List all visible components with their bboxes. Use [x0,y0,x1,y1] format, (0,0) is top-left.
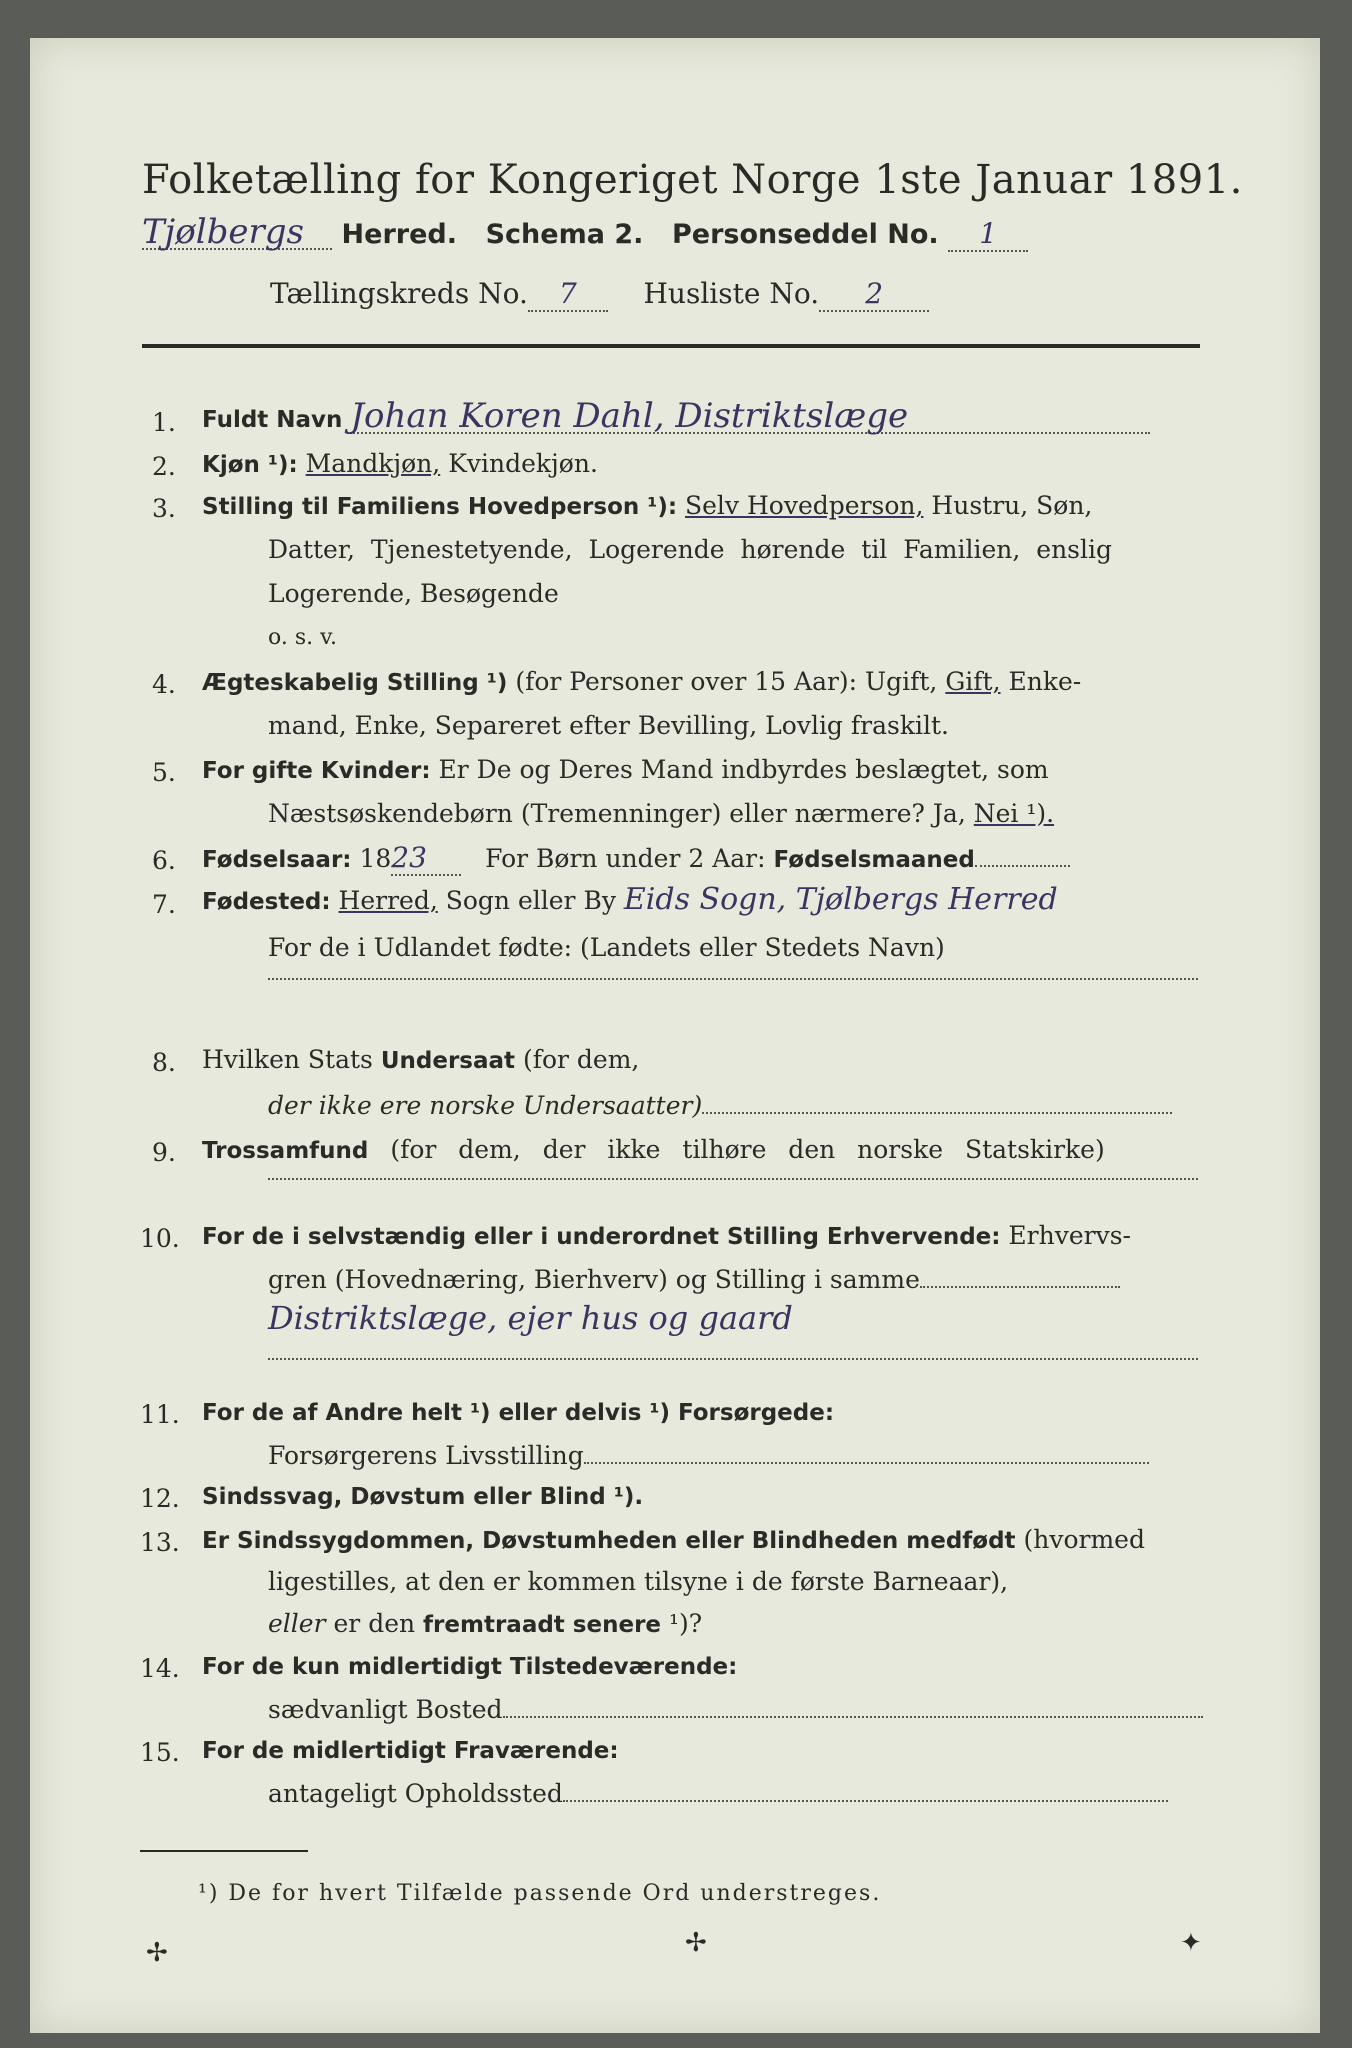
selected-option: Gift, [945,667,1001,696]
kreds-line [270,278,929,312]
question-label: For de af Andre helt ¹) eller delvis ¹) [202,1400,670,1426]
option-text: mand, Enke, Separeret efter Bevilling, Lovlig fraskilt. [268,711,949,740]
question-label: Undersaat [380,1048,516,1074]
blank-field [975,865,1070,867]
item-number: 13. [140,1528,180,1557]
option-text: Hustru, Søn, [931,491,1093,520]
item-14-line2 [268,1694,1203,1726]
question-label: Fødselsaar: [202,847,352,873]
item-number: 5. [152,758,176,787]
question-label: Trossamfund [202,1138,369,1164]
item-1 [202,396,1150,436]
answer-full-name: Johan Koren Dahl, Distriktslæge [350,400,1150,434]
year-prefix: 18 [359,844,392,873]
item-number: 3. [152,494,176,523]
item-5 [202,754,1049,787]
option-text: Erhvervs- [1008,1221,1131,1250]
schema-label: Schema 2. [485,219,644,250]
selected-option: Mandkjøn, [305,449,441,478]
option-text: er den [333,1609,416,1638]
item-5-line2 [268,798,1054,830]
item-number: 15. [140,1738,180,1767]
blank-field [268,1358,1198,1360]
form-title: Folketælling for Kongeriget Norge 1ste Januar 1891. [142,157,1243,203]
item-10-line2 [268,1264,1120,1296]
herred-line [142,212,1028,252]
item-8-line2 [268,1090,1172,1122]
item-11-line2 [268,1440,1149,1472]
item-3 [202,490,1092,523]
question-label: Fuldt Navn [202,407,343,433]
option-text: eller [268,1609,326,1638]
question-label: Fødselsmaaned [773,847,975,873]
item-number: 12. [140,1484,180,1513]
footnote: ¹) De for hvert Tilfælde passende Ord understreges. [198,1881,882,1906]
question-label: Er Sindssygdommen, Døvstumheden eller Blindheden [202,1528,899,1554]
blank-field [584,1462,1149,1464]
item-13 [202,1524,1145,1557]
option-text: For de i Udlandet fødte: (Landets eller Stedets Navn) [268,933,945,962]
question-label: For de midlertidigt Fraværende: [202,1738,619,1764]
option-text: Kvindekjøn. [448,449,598,478]
blank-field [563,1800,1168,1802]
option-text: o. s. v. [268,625,337,650]
question-label: Stilling til Familiens Hovedperson ¹): [202,494,678,520]
question-label: Erhvervende: [826,1224,1001,1250]
item-15 [202,1734,619,1767]
answer-birthplace: Eids Sogn, Tjølbergs Herred [623,882,1058,917]
option-text: antageligt Opholdssted [268,1779,563,1808]
option-text: (hvormed [1023,1525,1145,1554]
question-label: medfødt [906,1528,1016,1554]
item-11 [202,1396,834,1429]
husliste-label: Husliste No. [643,277,820,310]
option-text: (for dem, [522,1045,640,1074]
question-label: fremtraadt senere [423,1612,662,1638]
option-text: For Børn under 2 Aar: [485,844,766,873]
question-label: For de i selvstændig eller i underordnet Stilling [202,1224,819,1250]
item-number: 1. [152,408,176,437]
option-text: ¹)? [668,1609,703,1638]
husliste-no: 2 [819,278,929,312]
blank-field [268,978,1198,980]
item-10 [202,1220,1131,1253]
blank-field [503,1716,1203,1718]
option-text: Er De og Deres Mand indbyrdes beslægtet, som [438,755,1049,784]
item-number: 10. [140,1224,180,1253]
herred-label: Herred. [341,219,457,250]
item-2 [202,448,598,481]
ornament-icon: ✢ [146,1938,168,1968]
question-label: Fødested: [202,889,331,915]
option-text: sædvanligt Bosted [268,1695,503,1724]
option-text: der ikke ere norske Undersaatter) [268,1091,703,1120]
item-number: 6. [152,846,176,875]
kreds-label: Tællingskreds No. [270,277,528,310]
kreds-no: 7 [528,278,608,312]
blank-field [702,1112,1172,1114]
ornament-icon: ✢ [685,1928,707,1958]
item-number: 8. [152,1048,176,1077]
option-text: gren (Hovednæring, Bierhverv) og Stilling i samme [268,1265,920,1294]
question-label: Forsørgede: [677,1400,835,1426]
item-4 [202,666,1081,699]
item-number: 9. [152,1138,176,1167]
option-text: (for dem, der ikke tilhøre den norske Statskirke) [390,1135,1105,1164]
answer-occupation: Distriktslæge, ejer hus og gaard [268,1299,793,1337]
option-text: Sogn eller By [445,886,616,915]
question-label: For de kun midlertidigt Tilstedeværende: [202,1654,738,1680]
question-label: Hvilken Stats [202,1045,373,1074]
census-form [30,38,1320,2033]
option-text: Næstsøskendebørn (Tremenninger) eller nærmere? Ja, [268,799,966,828]
blank-field [920,1286,1120,1288]
option-text: ligestilles, at den er kommen tilsyne i de første Barneaar), [268,1567,1009,1596]
selected-option: Herred, [338,886,438,915]
question-label: For gifte Kvinder: [202,758,431,784]
herred-name: Tjølbergs [142,216,332,250]
header-rule [142,344,1200,348]
item-number: 11. [140,1400,180,1429]
personseddel-label: Personseddel No. [671,219,939,250]
item-7 [202,884,1058,918]
ornament-icon: ✦ [1180,1928,1202,1958]
item-number: 14. [140,1654,180,1683]
option-text: Forsørgerens Livsstilling [268,1441,584,1470]
option-text: (for Personer over 15 Aar): Ugift, [515,667,938,696]
personseddel-no: 1 [948,218,1028,252]
item-14 [202,1650,737,1683]
item-9 [202,1134,1105,1167]
item-15-line2 [268,1778,1168,1810]
item-number: 4. [152,670,176,699]
option-text: Enke- [1008,667,1082,696]
answer-birth-year: 23 [391,842,461,876]
question-label: Kjøn ¹): [202,452,298,478]
selected-option: Nei ¹). [973,799,1055,828]
question-label: Sindssvag, Døvstum eller Blind ¹). [202,1484,644,1510]
item-number: 2. [152,452,176,481]
option-text: Logerende, Besøgende [268,579,559,608]
item-8 [202,1044,639,1077]
item-12 [202,1480,643,1513]
item-6 [202,842,1070,876]
question-label: Ægteskabelig Stilling ¹) [202,670,508,696]
item-number: 7. [152,890,176,919]
option-text: Datter, Tjenestetyende, Logerende hørende til Familien, enslig [268,535,1113,564]
footnote-rule [140,1850,308,1852]
selected-option: Selv Hovedperson, [685,491,924,520]
item-13-line3 [268,1608,702,1641]
blank-field [268,1178,1198,1180]
